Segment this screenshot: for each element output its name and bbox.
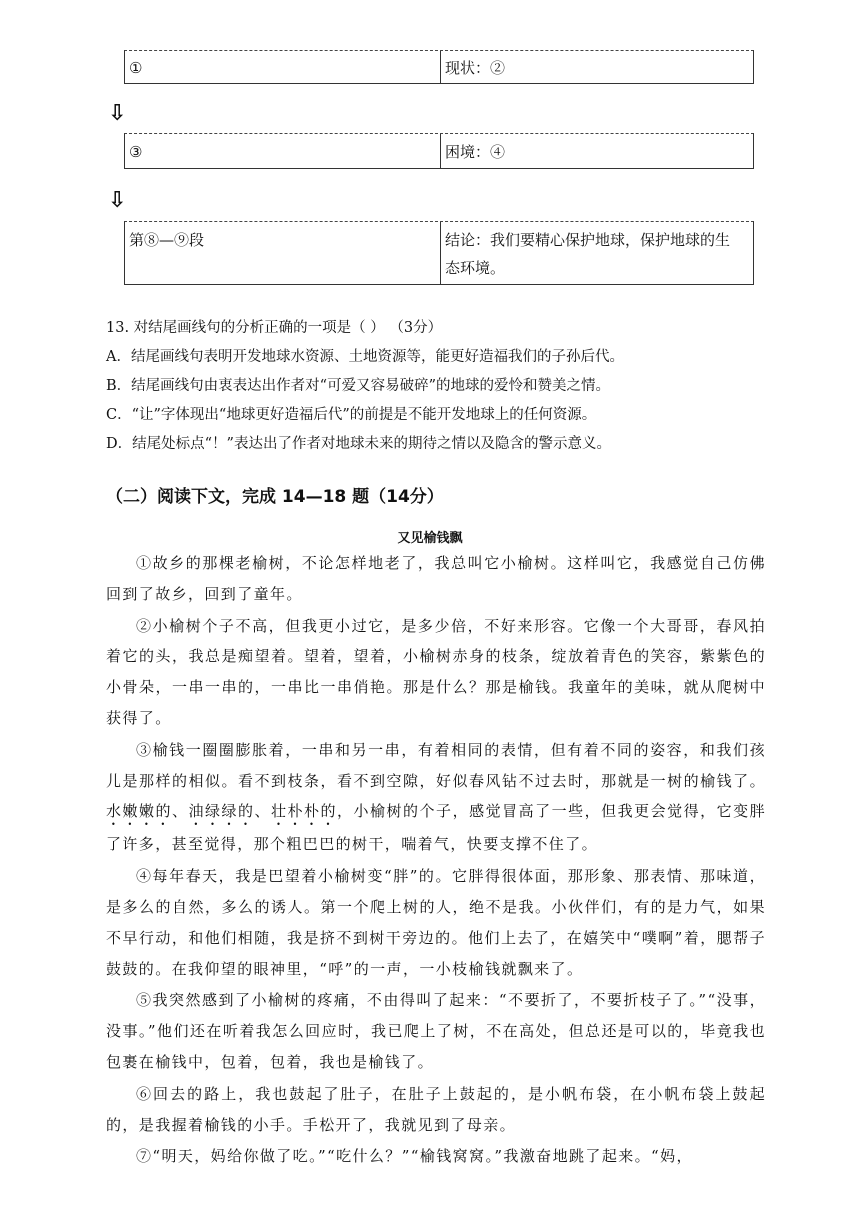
- option-b: B．结尾画线句由衷表达出作者对“可爱又容易破碎”的地球的爱怜和赞美之情。: [106, 378, 610, 394]
- option-d: D．结尾处标点“！”表达出了作者对地球未来的期待之情以及隐含的警示意义。: [106, 436, 611, 452]
- diagram-cell: ③: [125, 134, 441, 168]
- paragraph-3-text: ，小榆树的个子，感觉冒高了一些，但我更会觉得，它变胖了许多，甚至觉得，那个粗巴巴的树干，喘着气，快要支撑不住了。: [106, 802, 767, 854]
- paragraph-3: [106, 735, 766, 860]
- paragraph-7: ⑦“明天，妈给你做了吃。”“吃什么？”“榆钱窝窝。”我激奋地跳了起来。“妈，: [136, 1147, 693, 1166]
- diagram-cell: ①: [125, 51, 441, 83]
- article-title: 又见榆钱飘: [397, 531, 463, 546]
- paragraph-4: ④每年春天，我是巴望着小榆树变“胖”的。它胖得很体面，那形象、那表情、那味道，是多么的自然，多么的诱人。第一个爬上树的人，绝不是我。小伙伴们，有的是力气，如果不早行动，和他们相随，我是挤不到树干旁边的。他们上去了，在嬉笑中“噗啊”着，腮帮子鼓鼓的。在我仰望的眼神里，“呼”的一声，一小枝榆钱就飘来了。: [106, 867, 766, 978]
- option-a: A．结尾画线句表明开发地球水资源、土地资源等，能更好造福我们的子孙后代。: [106, 349, 624, 365]
- emphasized-phrase: 水嫩嫩的、油绿绿的、壮朴朴的: [106, 802, 338, 821]
- paragraph-3-text: ③榆钱一圈圈膨胀着，一串和另一串，有着相同的表情，但有着不同的姿容，和我们孩儿是那样的相似。看不到枝条，看不到空隙，好似春风钻不过去时，那就是一树的榆钱了。: [106, 740, 766, 790]
- section-heading: （二）阅读下文，完成 14—18 题（14分）: [106, 487, 444, 507]
- diagram-cell-line: 态环境。: [445, 259, 506, 277]
- diagram-cell: 现状：②: [445, 59, 506, 77]
- diagram-row-3: [124, 221, 754, 285]
- down-arrow-icon: ⇩: [108, 188, 127, 213]
- diagram-row-2: [124, 133, 754, 169]
- paragraph-1: ①故乡的那棵老榆树，不论怎样地老了，我总叫它小榆树。这样叫它，我感觉自己仿佛回到了故乡，回到了童年。: [106, 554, 766, 603]
- diagram-row-1: [124, 50, 754, 84]
- down-arrow-icon: ⇩: [108, 101, 127, 126]
- question-stem: 13. 对结尾画线句的分析正确的一项是（ ） （3分）: [106, 320, 443, 336]
- diagram-cell: 第⑧—⑨段: [125, 222, 441, 284]
- paragraph-5: ⑤我突然感到了小榆树的疼痛，不由得叫了起来：“不要折了，不要折枝子了。”“没事，没事。”他们还在听着我怎么回应时，我已爬上了树，不在高处，但总还是可以的，毕竟我也包裹在榆钱中，包着，包着，我也是榆钱了。: [106, 991, 766, 1071]
- diagram-cell: 困境：④: [445, 143, 506, 161]
- paragraph-6: ⑥回去的路上，我也鼓起了肚子，在肚子上鼓起的，是小帆布袋，在小帆布袋上鼓起的，是我握着榆钱的小手。手松开了，我就见到了母亲。: [106, 1084, 766, 1134]
- diagram-cell-line: 结论：我们要精心保护地球，保护地球的生: [445, 231, 731, 249]
- paragraph-2: ②小榆树个子不高，但我更小过它，是多少倍，不好来形容。它像一个大哥哥，春风拍着它的头，我总是痴望着。望着，望着，小榆树赤身的枝条，绽放着青色的笑容，紫紫色的小骨朵，一串一串的，一串比一串俏艳。那是什么？那是榆钱。我童年的美味，就从爬树中获得了。: [106, 616, 766, 727]
- question-13: [106, 314, 786, 459]
- diagram-cell: [441, 222, 753, 284]
- article-body: [106, 548, 766, 1173]
- option-c: C．“让”字体现出“地球更好造福后代”的前提是不能开发地球上的任何资源。: [106, 407, 597, 423]
